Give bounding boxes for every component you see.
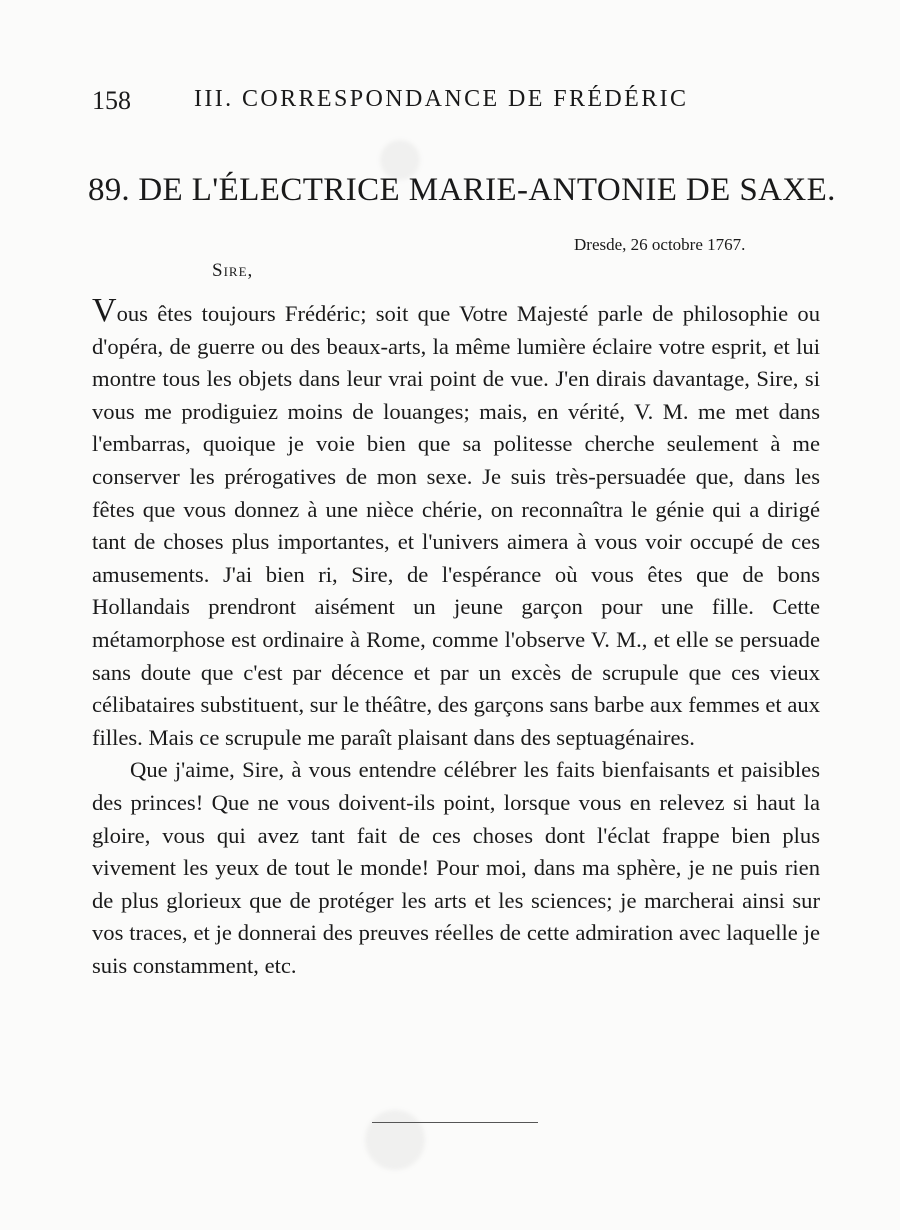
letter-number: 89.	[88, 172, 130, 208]
dateline: Dresde, 26 octobre 1767.	[574, 235, 746, 254]
running-head	[92, 86, 732, 120]
page-number: 158	[92, 86, 131, 115]
letter-title: DE L'ÉLECTRICE MARIE-ANTONIE DE SAXE.	[138, 172, 836, 208]
paragraph-1: Vous êtes toujours Frédéric; soit que Votre Majesté parle de philosophie ou d'opéra, de guerre ou des beaux-arts, la même lumière éclaire votre esprit, et lui montre tous les objets dans leur vrai point de vue. J'en dirais davantage, Sire, si vous me prodiguiez moins de louanges; mais, en vérité, V. M. me met dans l'embarras, quoique je voie bien que sa politesse cherche seulement à me conserver les prérogatives de mon sexe. Je suis très-persuadée que, dans les fêtes que vous donnez à une nièce chérie, on reconnaîtra le génie qui a dirigé tant de choses plus importantes, et l'univers aimera à vous voir occupé de ces amusements. J'ai bien ri, Sire, de l'espérance où vous êtes que de bons Hollandais prendront aisément un jeune garçon pour une fille. Cette métamorphose est ordinaire à Rome, comme l'observe V. M., et elle se persuade sans doute que c'est par décence et par un excès de scrupule que ces vieux célibataires substituent, sur le théâtre, des garçons sans barbe aux femmes et aux filles. Mais ce scrupule me paraît plaisant dans des septuagénaires.	[92, 292, 820, 750]
running-title: III. CORRESPONDANCE DE FRÉDÉRIC	[194, 86, 689, 112]
paragraph-2: Que j'aime, Sire, à vous entendre célébrer les faits bienfaisants et paisibles des princes! Que ne vous doivent-ils point, lorsque vous en relevez si haut la gloire, vous qui avez tant fait de ces choses dont l'éclat frappe bien plus vivement les yeux de tout le monde! Pour moi, dans ma sphère, je ne puis rien de plus glorieux que de protéger les arts et les sciences; je marcherai ainsi sur vos traces, et je donnerai des preuves réelles de cette admiration avec laquelle je suis constamment, etc.	[92, 757, 820, 978]
salutation: Sire,	[212, 260, 254, 281]
paper-stain	[365, 1110, 425, 1170]
footer-rule	[372, 1122, 538, 1123]
letter-body	[92, 292, 820, 982]
letter-heading	[88, 172, 836, 209]
